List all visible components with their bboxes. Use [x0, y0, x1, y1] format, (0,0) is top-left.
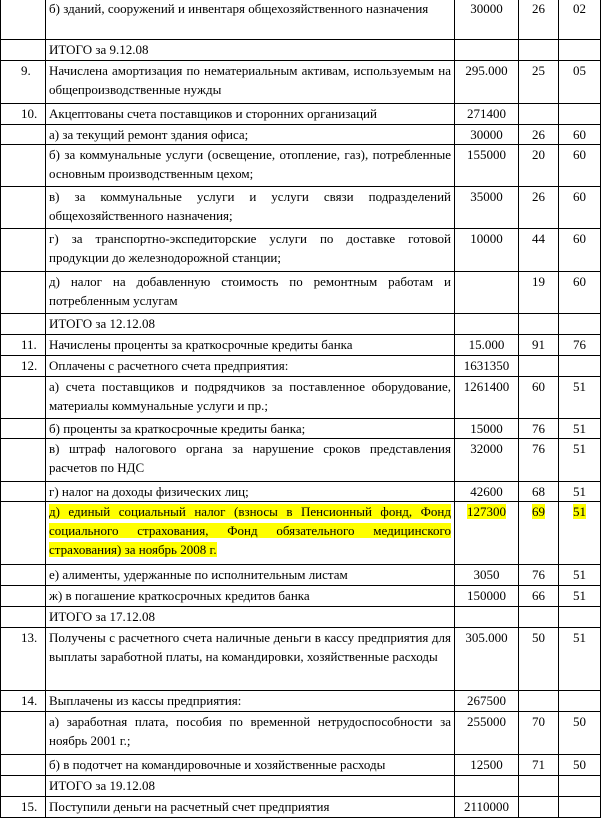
row-description-text: а) счета поставщиков и подрядчиков за поставленное оборудование, материалы коммунальные услуги и пр.;	[49, 379, 451, 413]
table-row	[1, 565, 601, 586]
row-debit-account	[519, 335, 559, 356]
row-credit-account	[559, 628, 601, 691]
row-number-text: 14.	[21, 693, 38, 708]
row-debit-account	[519, 229, 559, 272]
row-amount	[455, 755, 519, 776]
row-credit-account	[559, 607, 601, 628]
row-credit-account	[559, 712, 601, 755]
row-credit-account-text: 60	[573, 274, 586, 289]
row-description	[46, 776, 455, 797]
row-amount	[455, 377, 519, 419]
row-credit-account	[559, 755, 601, 776]
row-amount	[455, 565, 519, 586]
row-description	[46, 755, 455, 776]
row-description	[46, 314, 455, 335]
row-credit-account-text: 02	[573, 1, 586, 16]
row-description-text: б) за коммунальные услуги (освещение, отопление, газ), потребленные основным производственным цехом;	[49, 147, 451, 181]
row-amount	[455, 356, 519, 377]
row-description	[46, 439, 455, 482]
row-credit-account-text: 05	[573, 63, 586, 78]
row-number	[1, 439, 46, 482]
row-amount	[455, 145, 519, 187]
row-debit-account	[519, 356, 559, 377]
row-description	[46, 377, 455, 419]
row-description	[46, 607, 455, 628]
table-row	[1, 0, 601, 40]
row-number-text: 11.	[21, 337, 37, 352]
row-amount	[455, 125, 519, 145]
row-amount	[455, 272, 519, 314]
row-description	[46, 586, 455, 607]
row-number-text: 10.	[21, 106, 38, 121]
row-amount	[455, 419, 519, 439]
row-debit-account-text: 66	[532, 588, 545, 603]
table-row	[1, 482, 601, 502]
table-row	[1, 377, 601, 419]
row-debit-account-text: 76	[532, 421, 545, 436]
table-row	[1, 502, 601, 565]
row-description-text: Получены с расчетного счета наличные деньги в кассу предприятия для выплаты заработной платы, на командировки, хозяйственные расходы	[49, 630, 451, 664]
row-number	[1, 335, 46, 356]
row-amount-text: 15.000	[468, 337, 505, 352]
row-debit-account	[519, 565, 559, 586]
row-debit-account-text: 50	[532, 630, 545, 645]
row-number	[1, 502, 46, 565]
row-credit-account	[559, 419, 601, 439]
row-description	[46, 356, 455, 377]
row-number	[1, 272, 46, 314]
row-debit-account	[519, 40, 559, 61]
row-amount-text: 267500	[467, 693, 506, 708]
row-description-text: а) за текущий ремонт здания офиса;	[49, 127, 249, 142]
row-credit-account-text: 51	[573, 630, 586, 645]
row-credit-account	[559, 145, 601, 187]
row-debit-account	[519, 691, 559, 712]
row-credit-account	[559, 0, 601, 40]
table-row	[1, 439, 601, 482]
row-amount	[455, 229, 519, 272]
row-amount-text: 305.000	[465, 630, 508, 645]
table-row	[1, 797, 601, 818]
row-debit-account	[519, 755, 559, 776]
row-amount-text: 295.000	[465, 63, 508, 78]
row-amount-text: 42600	[470, 484, 503, 499]
row-description-text: Начислены проценты за краткосрочные кредиты банка	[49, 337, 353, 352]
row-amount-text: 1261400	[463, 379, 510, 394]
row-amount	[455, 314, 519, 335]
row-description	[46, 712, 455, 755]
row-credit-account	[559, 229, 601, 272]
row-credit-account	[559, 40, 601, 61]
row-description-text: Оплачены с расчетного счета предприятия:	[49, 358, 289, 373]
row-description	[46, 40, 455, 61]
row-description-text: б) в подотчет на командировочные и хозяйственные расходы	[49, 757, 386, 772]
row-amount-text: 150000	[467, 588, 506, 603]
row-debit-account-text: 69	[532, 504, 545, 519]
row-credit-account	[559, 797, 601, 818]
row-amount-text: 35000	[470, 189, 503, 204]
table-row	[1, 607, 601, 628]
row-description-text: д) налог на добавленную стоимость по ремонтным работам и потребленным услугам	[49, 274, 451, 308]
table-row	[1, 712, 601, 755]
table-row	[1, 272, 601, 314]
row-amount-text: 2110000	[463, 799, 510, 814]
table-row	[1, 187, 601, 229]
row-credit-account	[559, 314, 601, 335]
row-debit-account	[519, 712, 559, 755]
row-number	[1, 0, 46, 40]
row-number	[1, 776, 46, 797]
row-description-text: Выплачены из кассы предприятия:	[49, 693, 242, 708]
row-amount-text: 127300	[467, 504, 506, 519]
table-row	[1, 628, 601, 691]
row-number	[1, 356, 46, 377]
row-description-text: в) за коммунальные услуги и услуги связи подразделений общехозяйственного назначения;	[49, 189, 451, 223]
row-debit-account-text: 19	[532, 274, 545, 289]
row-description-text: ИТОГО за 19.12.08	[49, 778, 156, 793]
row-debit-account	[519, 0, 559, 40]
row-description-text: ж) в погашение краткосрочных кредитов банка	[49, 588, 310, 603]
row-description-text: е) алименты, удержанные по исполнительным листам	[49, 567, 348, 582]
row-credit-account	[559, 272, 601, 314]
row-credit-account-text: 60	[573, 127, 586, 142]
row-description-text: ИТОГО за 17.12.08	[49, 609, 156, 624]
row-number-text: 12.	[21, 358, 38, 373]
row-number	[1, 565, 46, 586]
row-amount	[455, 712, 519, 755]
row-credit-account	[559, 187, 601, 229]
row-description	[46, 502, 455, 565]
row-description	[46, 797, 455, 818]
row-description	[46, 125, 455, 145]
row-debit-account	[519, 125, 559, 145]
row-description	[46, 565, 455, 586]
row-number	[1, 755, 46, 776]
row-debit-account	[519, 586, 559, 607]
row-number-text: 15.	[21, 799, 38, 814]
row-number	[1, 377, 46, 419]
row-description-text: ИТОГО за 12.12.08	[49, 316, 156, 331]
row-debit-account	[519, 61, 559, 104]
row-debit-account-text: 25	[532, 63, 545, 78]
table-row	[1, 229, 601, 272]
row-number	[1, 229, 46, 272]
row-debit-account	[519, 272, 559, 314]
row-credit-account	[559, 356, 601, 377]
table-row	[1, 335, 601, 356]
row-number	[1, 482, 46, 502]
row-description	[46, 61, 455, 104]
row-debit-account-text: 26	[532, 189, 545, 204]
row-credit-account-text: 50	[573, 757, 586, 772]
row-description-text: а) заработная плата, пособия по временной нетрудоспособности за ноябрь 2001 г.;	[49, 714, 451, 748]
row-description-text: д) единый социальный налог (взносы в Пенсионный фонд, Фонд социального страхования, Фонд обязательного медицинского страхования) за ноябрь 2008 г.	[49, 504, 451, 557]
row-number	[1, 797, 46, 818]
row-debit-account	[519, 104, 559, 125]
row-debit-account-text: 26	[532, 127, 545, 142]
row-amount	[455, 628, 519, 691]
row-description	[46, 272, 455, 314]
row-amount-text: 3050	[473, 567, 500, 582]
table-row	[1, 314, 601, 335]
table-row	[1, 419, 601, 439]
row-amount	[455, 61, 519, 104]
row-description	[46, 691, 455, 712]
row-debit-account	[519, 187, 559, 229]
row-amount	[455, 482, 519, 502]
row-description	[46, 419, 455, 439]
row-amount-text: 155000	[467, 147, 506, 162]
row-amount-text: 30000	[470, 127, 503, 142]
row-amount	[455, 104, 519, 125]
row-description	[46, 335, 455, 356]
table-row	[1, 586, 601, 607]
row-credit-account	[559, 61, 601, 104]
row-amount-text: 10000	[470, 231, 503, 246]
row-number	[1, 145, 46, 187]
row-description	[46, 628, 455, 691]
row-credit-account-text: 50	[573, 714, 586, 729]
table-row	[1, 145, 601, 187]
row-number-text: 9.	[21, 63, 31, 78]
table-row	[1, 40, 601, 61]
row-amount	[455, 776, 519, 797]
row-amount-text: 30000	[470, 1, 503, 16]
row-debit-account-text: 70	[532, 714, 545, 729]
row-amount	[455, 502, 519, 565]
table-row	[1, 125, 601, 145]
table-row	[1, 691, 601, 712]
row-credit-account	[559, 482, 601, 502]
row-credit-account	[559, 586, 601, 607]
table-row	[1, 104, 601, 125]
row-debit-account	[519, 377, 559, 419]
row-credit-account	[559, 439, 601, 482]
row-description-text: ИТОГО за 9.12.08	[49, 42, 149, 57]
row-credit-account-text: 51	[573, 588, 586, 603]
row-credit-account	[559, 335, 601, 356]
row-credit-account-text: 60	[573, 189, 586, 204]
row-credit-account	[559, 502, 601, 565]
row-amount-text: 255000	[467, 714, 506, 729]
table-row	[1, 61, 601, 104]
row-credit-account	[559, 104, 601, 125]
transactions-table-body	[1, 0, 601, 818]
row-credit-account	[559, 125, 601, 145]
row-debit-account-text: 76	[532, 567, 545, 582]
row-credit-account	[559, 691, 601, 712]
row-number	[1, 61, 46, 104]
row-amount	[455, 607, 519, 628]
row-amount	[455, 439, 519, 482]
row-debit-account-text: 20	[532, 147, 545, 162]
row-description-text: Акцептованы счета поставщиков и сторонних организаций	[49, 106, 377, 121]
row-debit-account-text: 91	[532, 337, 545, 352]
row-number	[1, 586, 46, 607]
row-debit-account	[519, 439, 559, 482]
row-description-text: г) налог на доходы физических лиц;	[49, 484, 249, 499]
row-amount	[455, 187, 519, 229]
row-amount-text: 32000	[470, 441, 503, 456]
row-amount-text: 1631350	[463, 358, 510, 373]
row-number	[1, 419, 46, 439]
row-number	[1, 607, 46, 628]
row-description-text: г) за транспортно-экспедиторские услуги по доставке готовой продукции до железнодорожной станции;	[49, 231, 451, 265]
row-credit-account-text: 51	[573, 484, 586, 499]
row-number	[1, 628, 46, 691]
row-description-text: Поступили деньги на расчетный счет предприятия	[49, 799, 330, 814]
row-credit-account-text: 60	[573, 231, 586, 246]
row-debit-account	[519, 628, 559, 691]
row-debit-account	[519, 776, 559, 797]
row-number	[1, 40, 46, 61]
row-amount	[455, 797, 519, 818]
row-debit-account	[519, 502, 559, 565]
row-description-text: б) зданий, сооружений и инвентаря общехозяйственного назначения	[49, 1, 429, 16]
row-debit-account	[519, 419, 559, 439]
row-credit-account	[559, 565, 601, 586]
row-amount-text: 271400	[467, 106, 506, 121]
row-number	[1, 104, 46, 125]
row-amount	[455, 40, 519, 61]
row-credit-account-text: 51	[573, 567, 586, 582]
row-debit-account	[519, 314, 559, 335]
row-amount	[455, 0, 519, 40]
row-amount-text: 12500	[470, 757, 503, 772]
row-amount	[455, 691, 519, 712]
row-description	[46, 145, 455, 187]
row-amount	[455, 586, 519, 607]
row-credit-account-text: 51	[573, 441, 586, 456]
row-number-text: 13.	[21, 630, 38, 645]
row-description	[46, 104, 455, 125]
row-credit-account-text: 51	[573, 421, 586, 436]
table-row	[1, 356, 601, 377]
row-credit-account-text: 51	[573, 504, 586, 519]
row-amount-text: 15000	[470, 421, 503, 436]
row-credit-account	[559, 377, 601, 419]
table-row	[1, 776, 601, 797]
row-debit-account-text: 60	[532, 379, 545, 394]
row-description-text: Начислена амортизация по нематериальным активам, используемым на общепроизводственные нужды	[49, 63, 451, 97]
row-debit-account	[519, 607, 559, 628]
row-number	[1, 125, 46, 145]
row-debit-account-text: 71	[532, 757, 545, 772]
row-debit-account	[519, 482, 559, 502]
table-row	[1, 755, 601, 776]
row-number	[1, 187, 46, 229]
row-debit-account-text: 76	[532, 441, 545, 456]
row-debit-account	[519, 797, 559, 818]
row-description	[46, 0, 455, 40]
row-credit-account	[559, 776, 601, 797]
row-credit-account-text: 51	[573, 379, 586, 394]
row-description-text: б) проценты за краткосрочные кредиты банка;	[49, 421, 306, 436]
row-debit-account-text: 44	[532, 231, 545, 246]
row-credit-account-text: 76	[573, 337, 586, 352]
row-credit-account-text: 60	[573, 147, 586, 162]
row-description	[46, 482, 455, 502]
row-description-text: в) штраф налогового органа за нарушение сроков представления расчетов по НДС	[49, 441, 451, 475]
row-description	[46, 229, 455, 272]
row-debit-account	[519, 145, 559, 187]
row-debit-account-text: 68	[532, 484, 545, 499]
row-number	[1, 691, 46, 712]
row-debit-account-text: 26	[532, 1, 545, 16]
row-description	[46, 187, 455, 229]
row-number	[1, 712, 46, 755]
row-number	[1, 314, 46, 335]
row-amount	[455, 335, 519, 356]
